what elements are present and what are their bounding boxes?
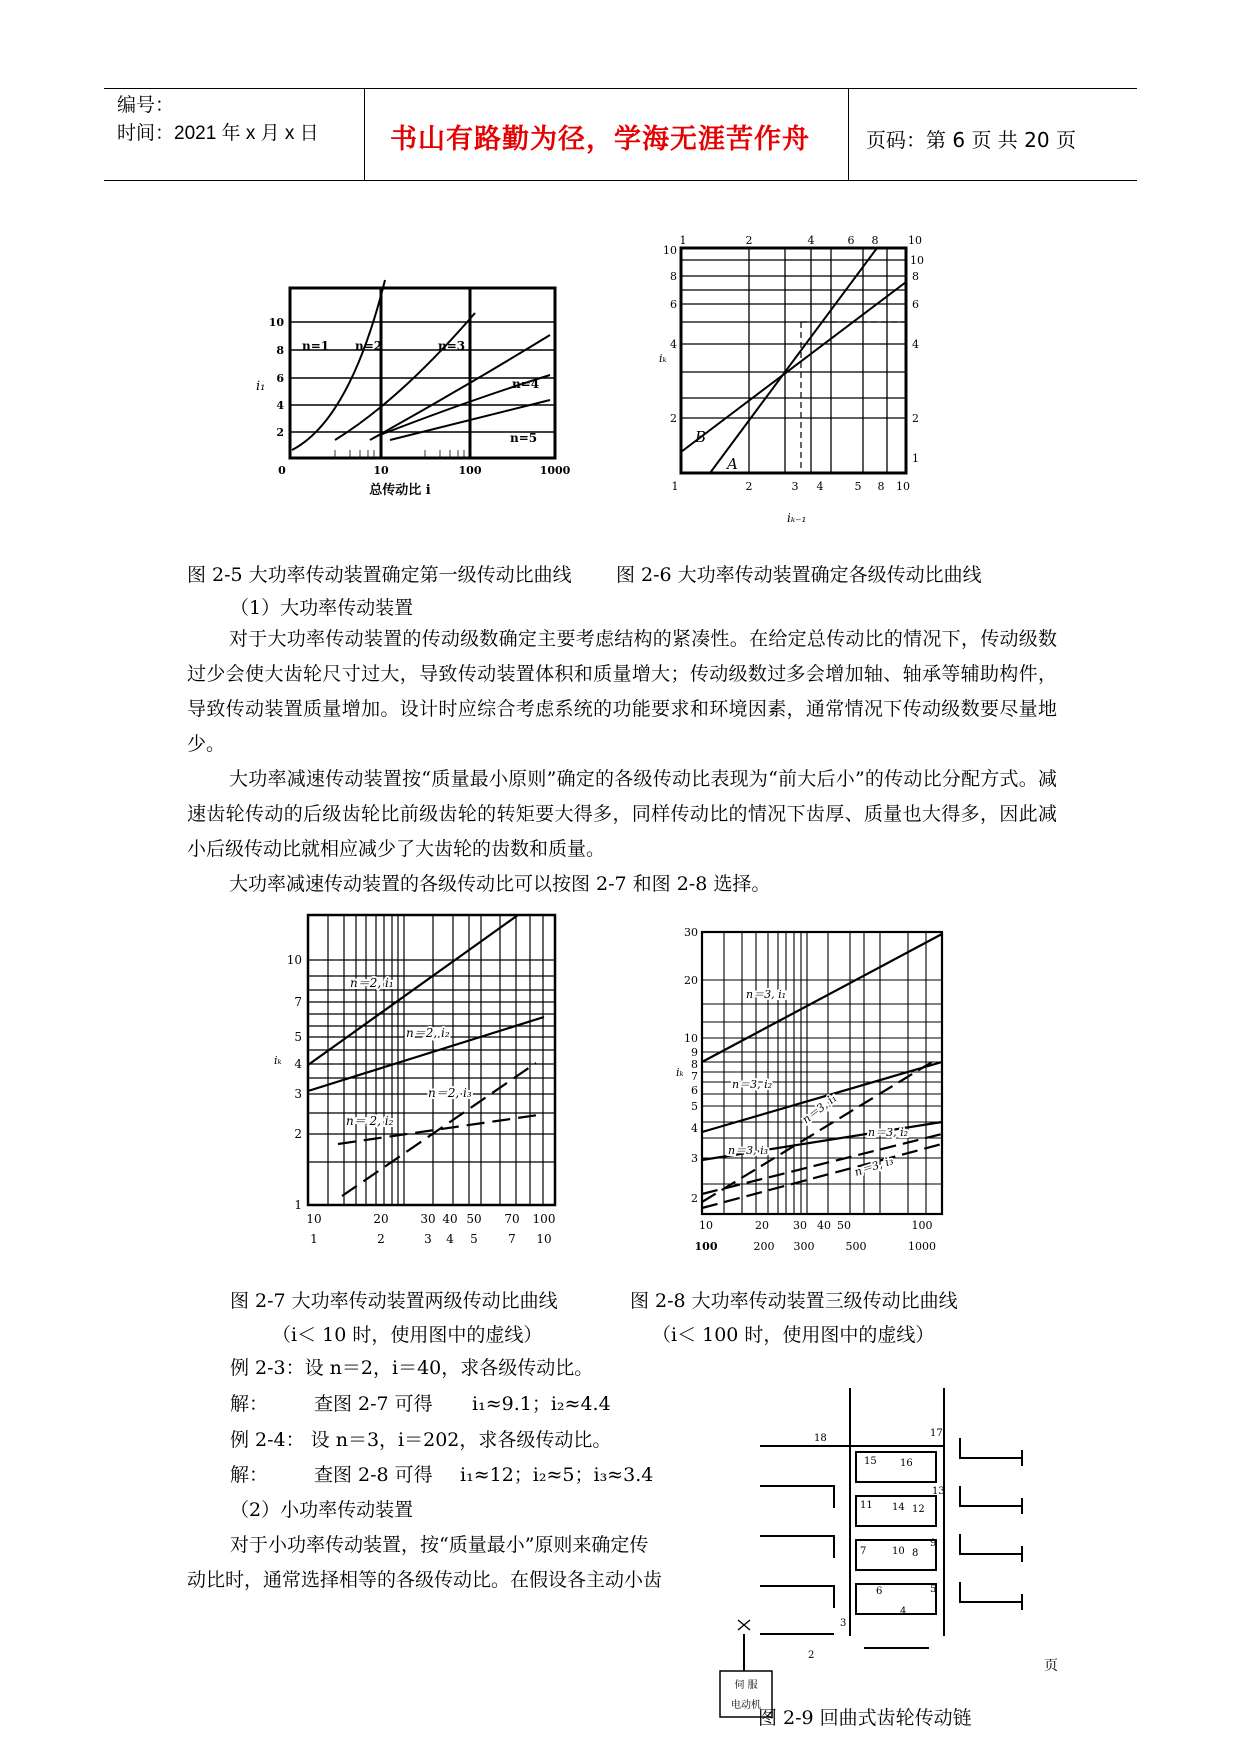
fig26-right-tick: 10	[910, 254, 924, 267]
fig28-ytick: 4	[691, 1122, 698, 1135]
figure-2-7-caption: 图 2-7 大功率传动装置两级传动比曲线	[230, 1290, 558, 1312]
fig25-ylabel: i₁	[256, 379, 266, 394]
fig29-number: 2	[808, 1650, 815, 1661]
header-divider-right	[848, 88, 849, 180]
figure-2-6	[655, 232, 945, 532]
fig25-xtick: 10	[373, 464, 389, 477]
fig27-ytick: 7	[294, 995, 302, 1009]
fig28-label: n＝3, i₁	[746, 988, 787, 1001]
fig26-left-tick: 4	[670, 338, 677, 351]
figure-2-6-caption: 图 2-6 大功率传动装置确定各级传动比曲线	[616, 564, 982, 586]
paragraph-1: 对于大功率传动装置的传动级数确定主要考虑结构的紧凑性。在给定总传动比的情况下，传动级数过少会使大齿轮尺寸过大，导致传动装置体积和质量增大；传动级数过多会增加轴、轴承等辅助构件，导致传动装置质量增加。设计时应综合考虑系统的功能要求和环境因素，通常情况下传动级数要尽量地少。	[187, 628, 1057, 755]
doc-time-label: 时间：2021 年 x 月 x 日	[117, 123, 319, 144]
fig28-xtick-top: 10	[699, 1219, 713, 1232]
page-number: 页码：第 6 页 共 20 页	[866, 128, 1076, 152]
fig26-xlabel: iₖ₋₁	[787, 511, 807, 525]
fig27-label: n＝2, i₂	[406, 1026, 450, 1040]
fig26-left-tick: 2	[670, 412, 677, 425]
fig26-top-tick: 2	[745, 234, 753, 247]
fig29-number: 8	[912, 1548, 919, 1559]
fig25-ytick: 6	[276, 372, 284, 385]
fig27-xtick-bottom: 10	[536, 1232, 552, 1246]
fig29-number: 11	[860, 1500, 873, 1511]
doc-number-label: 编号：	[117, 95, 175, 116]
fig27-label: n＝2, i₃	[428, 1086, 472, 1100]
fig28-xtick-top: 30	[793, 1219, 807, 1232]
fig25-ytick: 2	[276, 426, 284, 439]
fig29-number: 9	[930, 1538, 937, 1549]
fig28-xtick-top: 50	[837, 1219, 851, 1232]
fig28-xtick-bottom: 1000	[908, 1240, 936, 1253]
fig28-label: n＝3, i₁	[799, 1091, 840, 1127]
fig27-xtick-bottom: 5	[470, 1232, 478, 1246]
fig27-xtick-bottom: 4	[446, 1232, 454, 1246]
fig28-ytick: 20	[684, 974, 698, 987]
fig26-top-tick: 10	[908, 234, 922, 247]
fig28-ytick: 6	[691, 1084, 698, 1097]
header-bottom-rule	[104, 180, 1137, 181]
fig27-xtick-top: 10	[306, 1212, 322, 1226]
fig27-xtick-bottom: 2	[377, 1232, 385, 1246]
fig27-label: n＝2, i₁	[350, 976, 394, 990]
fig28-ytick: 10	[684, 1032, 698, 1045]
fig29-side-mark: 页	[1044, 1658, 1058, 1674]
example-2-4: 例 2-4： 设 n＝3，i＝202，求各级传动比。	[230, 1429, 612, 1451]
figure-2-5	[240, 280, 580, 510]
fig26-label-a: A	[727, 455, 738, 473]
fig25-xtick: 100	[458, 464, 482, 477]
fig26-left-tick: 8	[670, 270, 677, 283]
fig27-xtick-bottom: 7	[508, 1232, 516, 1246]
fig29-number: 18	[814, 1433, 827, 1444]
fig27-xtick-top: 30	[420, 1212, 436, 1226]
example-2-3: 例 2-3：设 n＝2，i＝40，求各级传动比。	[230, 1357, 594, 1379]
figure-2-9	[704, 1386, 1064, 1711]
fig26-top-tick: 8	[871, 234, 879, 247]
fig27-xtick-top: 50	[466, 1212, 482, 1226]
fig29-number: 13	[932, 1486, 945, 1497]
fig27-label: n＝ 2, i₂	[346, 1114, 394, 1128]
paragraph-2: 大功率减速传动装置按“质量最小原则”确定的各级传动比表现为“前大后小”的传动比分配方式。减速齿轮传动的后级齿轮比前级齿轮的转矩要大得多，同样传动比的情况下齿厚、质量也大得多，因此减小后级传动比就相应减少了大齿轮的齿数和质量。	[187, 768, 1057, 860]
fig26-bottom-tick: 3	[791, 480, 799, 493]
fig25-xtick: 1000	[539, 464, 571, 477]
fig26-top-tick: 4	[807, 234, 815, 247]
fig28-xtick-bottom: 300	[793, 1240, 815, 1253]
fig25-curve-label: n=2	[355, 339, 383, 353]
figure-2-5-caption: 图 2-5 大功率传动装置确定第一级传动比曲线	[187, 564, 572, 586]
fig28-xtick-top: 40	[817, 1219, 831, 1232]
fig28-ylabel: iₖ	[676, 1066, 684, 1079]
fig25-curve-label: n=5	[510, 431, 538, 445]
fig26-label-b: B	[695, 428, 707, 446]
section-heading-2: （2）小功率传动装置	[230, 1499, 414, 1521]
fig26-bottom-tick: 5	[854, 480, 862, 493]
fig28-label: n＝3, i₃	[852, 1154, 895, 1179]
fig29-number: 15	[864, 1456, 877, 1467]
fig28-ytick: 9	[691, 1046, 698, 1059]
fig26-right-tick: 1	[912, 452, 919, 465]
fig28-ytick: 3	[691, 1152, 698, 1165]
header-divider-left	[364, 88, 365, 180]
figure-2-8	[676, 922, 950, 1262]
fig28-xtick-bottom: 200	[753, 1240, 775, 1253]
fig27-ytick: 10	[286, 953, 302, 967]
fig29-number: 5	[930, 1584, 937, 1595]
fig28-label: n＝3, i₂	[868, 1126, 909, 1139]
fig28-ytick: 8	[691, 1058, 698, 1071]
solution-2-4: 查图 2-8 可得	[314, 1464, 433, 1486]
fig28-ytick: 5	[691, 1100, 698, 1113]
fig29-number: 4	[900, 1606, 907, 1617]
fig29-number: 14	[892, 1502, 905, 1513]
fig26-bottom-tick: 4	[816, 480, 824, 493]
fig27-ytick: 1	[294, 1198, 302, 1212]
fig29-number: 16	[900, 1458, 913, 1469]
fig28-label: n＝3, i₃	[728, 1144, 769, 1157]
fig25-curve-label: n=3	[438, 339, 466, 353]
fig28-xtick-top: 20	[755, 1219, 769, 1232]
fig29-number: 3	[840, 1618, 847, 1629]
fig26-bottom-tick: 8	[877, 480, 885, 493]
solution-2-3-values: i₁≈9.1；i₂≈4.4	[472, 1393, 611, 1415]
fig25-curve-label: n=4	[512, 377, 540, 391]
fig26-right-tick: 8	[912, 270, 919, 283]
fig26-bottom-tick: 1	[671, 480, 679, 493]
solution-label: 解：	[230, 1393, 269, 1415]
solution-2-3: 查图 2-7 可得	[314, 1393, 433, 1415]
fig28-ytick: 2	[691, 1192, 698, 1205]
figure-2-7	[268, 910, 568, 1250]
fig25-ytick: 10	[268, 316, 284, 329]
fig28-xtick-bottom: 100	[694, 1240, 718, 1253]
paragraph-3: 大功率减速传动装置的各级传动比可以按图 2-7 和图 2-8 选择。	[229, 873, 771, 895]
fig29-number: 7	[860, 1546, 867, 1557]
section-heading-1: （1）大功率传动装置	[230, 597, 414, 619]
fig28-label: n＝3, i₂	[732, 1078, 773, 1091]
fig27-xtick-top: 40	[442, 1212, 458, 1226]
figure-2-8-caption: 图 2-8 大功率传动装置三级传动比曲线	[630, 1290, 958, 1312]
header-motto: 书山有路勤为径，学海无涯苦作舟	[390, 124, 810, 155]
fig27-xtick-top: 70	[504, 1212, 520, 1226]
solution-2-4-values: i₁≈12；i₂≈5；i₃≈3.4	[460, 1464, 654, 1486]
header-top-rule	[104, 88, 1137, 89]
fig29-motor-label: 电动机	[731, 1700, 761, 1711]
fig29-number: 12	[912, 1504, 925, 1515]
solution-label: 解：	[230, 1464, 269, 1486]
fig27-xtick-top: 100	[532, 1212, 556, 1226]
fig26-top-tick: 1	[679, 234, 687, 247]
fig27-ytick: 4	[294, 1057, 302, 1071]
fig26-right-tick: 6	[912, 298, 919, 311]
fig26-bottom-tick: 10	[896, 480, 910, 493]
fig27-xtick-bottom: 1	[310, 1232, 318, 1246]
fig28-xtick-top: 100	[911, 1219, 933, 1232]
fig25-xlabel: 总传动比 i	[369, 483, 431, 498]
fig25-curve-label: n=1	[302, 339, 330, 353]
paragraph-4-line-1: 对于小功率传动装置，按“质量最小”原则来确定传	[230, 1534, 649, 1556]
fig26-left-tick: 6	[670, 298, 677, 311]
paragraph-4-line-2: 动比时，通常选择相等的各级传动比。在假设各主动小齿	[187, 1569, 663, 1591]
figure-2-9-caption: 图 2-9 回曲式齿轮传动链	[758, 1707, 972, 1729]
fig25-ytick: 8	[276, 344, 284, 357]
fig26-top-tick: 6	[847, 234, 855, 247]
figure-2-8-note: （i＜ 100 时，使用图中的虚线）	[652, 1324, 935, 1346]
fig27-ylabel: iₖ	[274, 1054, 282, 1067]
fig25-xtick: 0	[278, 464, 286, 477]
fig26-bottom-tick: 2	[745, 480, 753, 493]
fig27-ytick: 3	[294, 1087, 302, 1101]
fig27-ytick: 2	[294, 1127, 302, 1141]
figure-2-7-note: （i＜ 10 时，使用图中的虚线）	[272, 1324, 543, 1346]
fig28-ytick: 7	[691, 1070, 698, 1083]
fig26-ylabel: iₖ	[659, 352, 667, 365]
fig27-ytick: 5	[294, 1030, 302, 1044]
fig26-right-tick: 4	[912, 338, 919, 351]
fig27-xtick-bottom: 3	[424, 1232, 432, 1246]
fig28-ytick: 30	[684, 926, 698, 939]
fig28-xtick-bottom: 500	[845, 1240, 867, 1253]
fig29-number: 6	[876, 1586, 883, 1597]
fig29-number: 10	[892, 1546, 905, 1557]
fig26-right-tick: 2	[912, 412, 919, 425]
fig26-left-tick: 10	[663, 244, 677, 257]
header-meta	[117, 92, 319, 148]
fig27-xtick-top: 20	[373, 1212, 389, 1226]
fig29-number: 17	[930, 1428, 943, 1439]
fig29-motor-label: 伺 服	[734, 1680, 758, 1691]
fig25-ytick: 4	[276, 399, 284, 412]
